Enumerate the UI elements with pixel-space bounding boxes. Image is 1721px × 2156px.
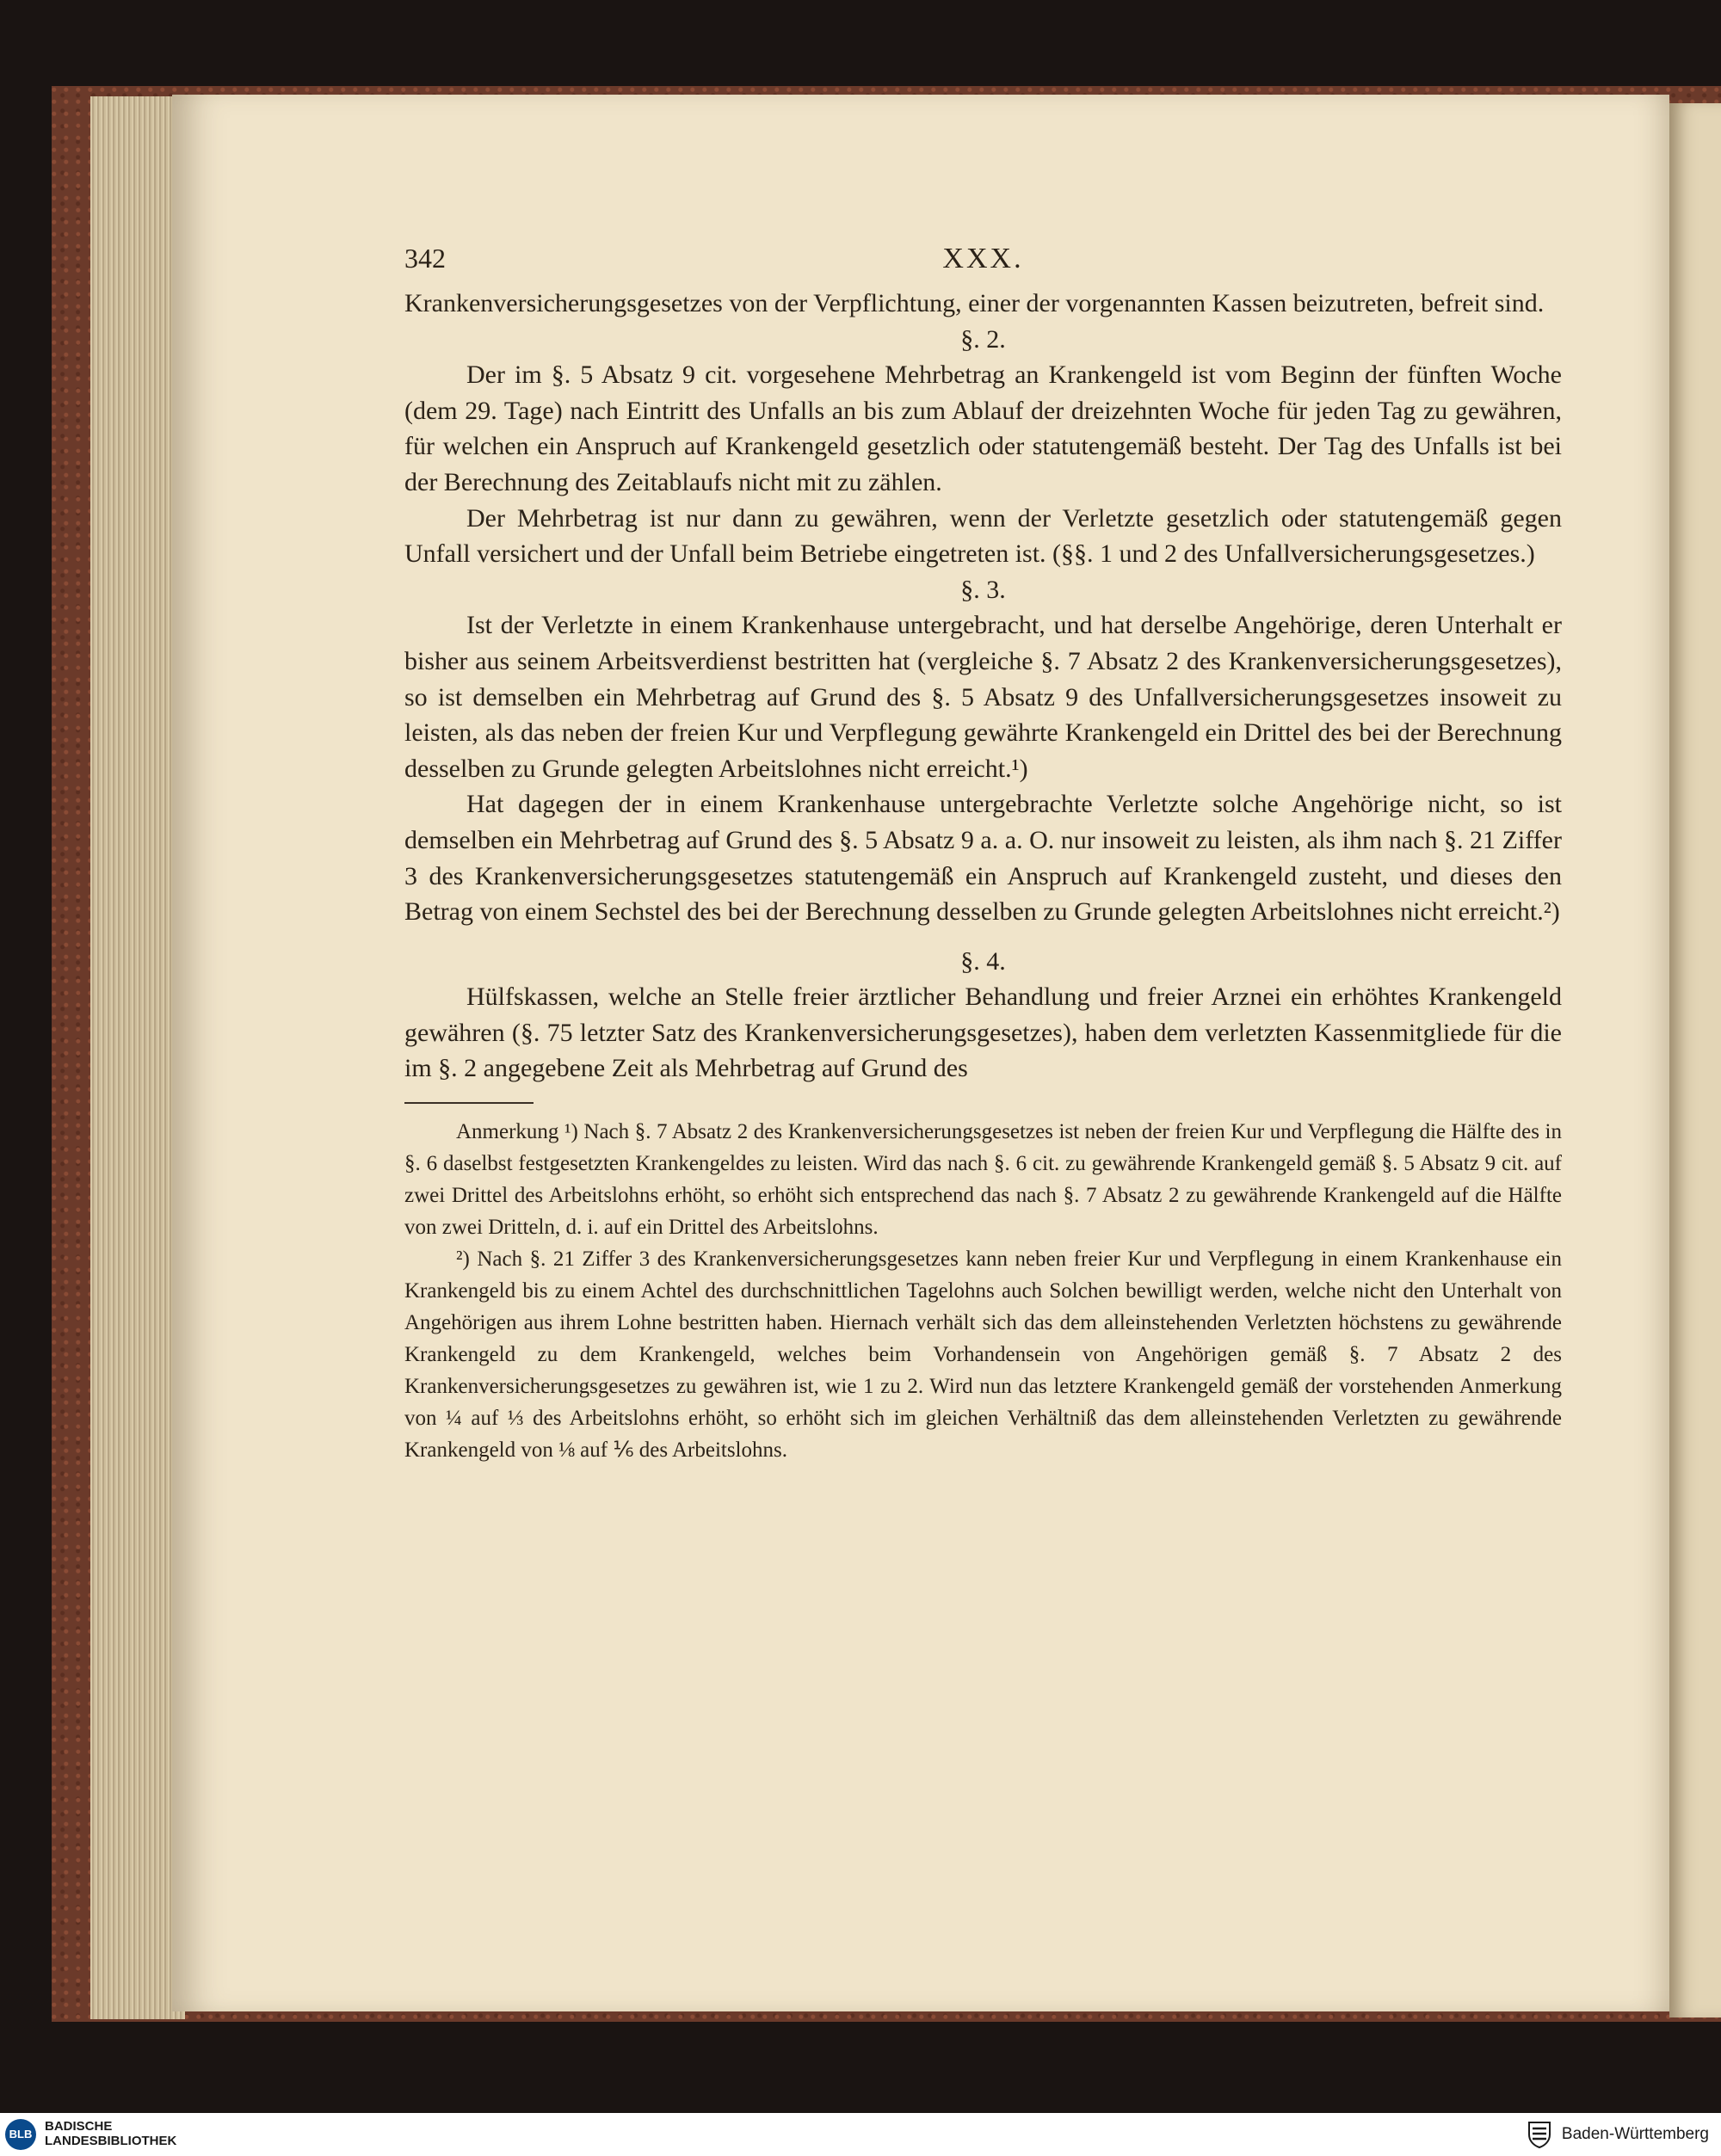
- footer-bar: [0, 2113, 1721, 2156]
- facing-page-edge: [1669, 103, 1721, 2017]
- state-name[interactable]: Baden-Württemberg: [1561, 2125, 1709, 2143]
- section-heading-2: §. 2.: [960, 324, 1006, 354]
- page-header: [404, 241, 1562, 286]
- section-heading-4: §. 4.: [960, 946, 1006, 976]
- section-heading-3: §. 3.: [960, 575, 1006, 604]
- paragraph-4a: Hülfskassen, welche an Stelle freier ärztlicher Behandlung und freier Arznei ein erhöhtes Krankengeld gewähren (§. 75 letzter Satz des Krankenversicherungsgesetzes), haben dem verletzten Kassenmitgliede für die im §. 2 angegebene Zeit als Mehrbetrag auf Grund des: [404, 983, 1562, 1083]
- paragraph-2a: Der im §. 5 Absatz 9 cit. vorgesehene Mehrbetrag an Krankengeld ist vom Beginn der fünften Woche (dem 29. Tage) nach Eintritt des Unfalls an bis zum Ablauf der dreizehnten Woche für jeden Tag zu gewähren, für welchen ein Anspruch auf Krankengeld gesetzlich oder statutengemäß besteht. Der Tag des Unfalls ist bei der Berechnung des Zeitablaufs nicht mit zu zählen.: [404, 360, 1562, 496]
- page-edges: [90, 96, 185, 2019]
- state-crest-icon: [1527, 2121, 1552, 2148]
- continuation-paragraph: Krankenversicherungsgesetzes von der Verpflichtung, einer der vorgenannten Kassen beizutreten, befreit sind.: [404, 289, 1545, 317]
- running-title: XXX.: [942, 243, 1024, 274]
- library-name-line2: LANDESBIBLIOTHEK: [45, 2134, 177, 2148]
- page-text: [404, 241, 1562, 1466]
- paragraph-3b: Hat dagegen der in einem Krankenhause untergebrachte Verletzte solche Angehörige nicht, so ist demselben ein Mehrbetrag auf Grund des §. 5 Absatz 9 a. a. O. nur insoweit zu leisten, als ihm nach §. 21 Ziffer 3 des Krankenversicherungsgesetzes statutengemäß ein Anspruch auf Krankengeld zusteht, und dieses den Betrag von einem Sechstel des bei der Berechnung desselben zu Grunde gelegten Arbeitslohnes nicht erreicht.²): [404, 790, 1562, 927]
- paragraph-2b: Der Mehrbetrag ist nur dann zu gewähren, wenn der Verletzte gesetzlich oder statutengemäß gegen Unfall versichert und der Unfall beim Betriebe eingetreten ist. (§§. 1 und 2 des Unfallversicherungsgesetzes.): [404, 503, 1562, 569]
- paragraph-3a: Ist der Verletzte in einem Krankenhause untergebracht, und hat derselbe Angehörige, deren Unterhalt er bisher aus seinem Arbeitsverdienst bestritten hat (vergleiche §. 7 Absatz 2 des Krankenversicherungsgesetzes), so ist demselben ein Mehrbetrag auf Grund des §. 5 Absatz 9 des Unfallversicherungsgesetzes insoweit zu leisten, als das neben der freien Kur und Verpflegung gewährte Krankengeld ein Drittel des bei der Berechnung desselben zu Grunde gelegten Arbeitslohnes nicht erreicht.¹): [404, 611, 1562, 783]
- footnote-divider: [404, 1102, 534, 1104]
- library-name[interactable]: [45, 2119, 176, 2148]
- blb-logo-icon[interactable]: BLB: [5, 2119, 36, 2150]
- page-number: 342: [404, 243, 446, 274]
- footnote-1: Anmerkung ¹) Nach §. 7 Absatz 2 des Krankenversicherungsgesetzes ist neben der freien Kur und Verpflegung die Hälfte des in §. 6 daselbst festgesetzten Krankengeldes zu leisten. Wird das nach §. 6 cit. zu gewährende Krankengeld gemäß §. 5 Absatz 9 cit. auf zwei Drittel des Arbeitslohns erhöht, so erhöht sich entsprechend das nach §. 7 Absatz 2 zu gewährende Krankengeld auf die Hälfte von zwei Dritteln, d. i. auf ein Drittel des Arbeitslohns.: [404, 1120, 1562, 1240]
- library-name-line1: BADISCHE: [45, 2119, 113, 2134]
- footnote-2: ²) Nach §. 21 Ziffer 3 des Krankenversicherungsgesetzes kann neben freier Kur und Verpflegung in einem Krankenhause ein Krankengeld bis zu einem Achtel des durchschnittlichen Tagelohns auch Solchen bewilligt werden, welche nicht den Unterhalt von Angehörigen aus ihrem Lohne bestritten haben. Hiernach verhält sich das dem alleinstehenden Verletzten höchstens zu gewährende Krankengeld zu dem Krankengeld, welches beim Vorhandensein von Angehörigen gemäß §. 7 Absatz 2 des Krankenversicherungsgesetzes zu gewähren ist, wie 1 zu 2. Wird nun das letztere Krankengeld gemäß der vorstehenden Anmerkung von ¼ auf ⅓ des Arbeitslohns erhöht, so erhöht sich im gleichen Verhältniß das dem alleinstehenden Verletzten zu gewährende Krankengeld von ⅛ auf ⅙ des Arbeitslohns.: [404, 1247, 1562, 1463]
